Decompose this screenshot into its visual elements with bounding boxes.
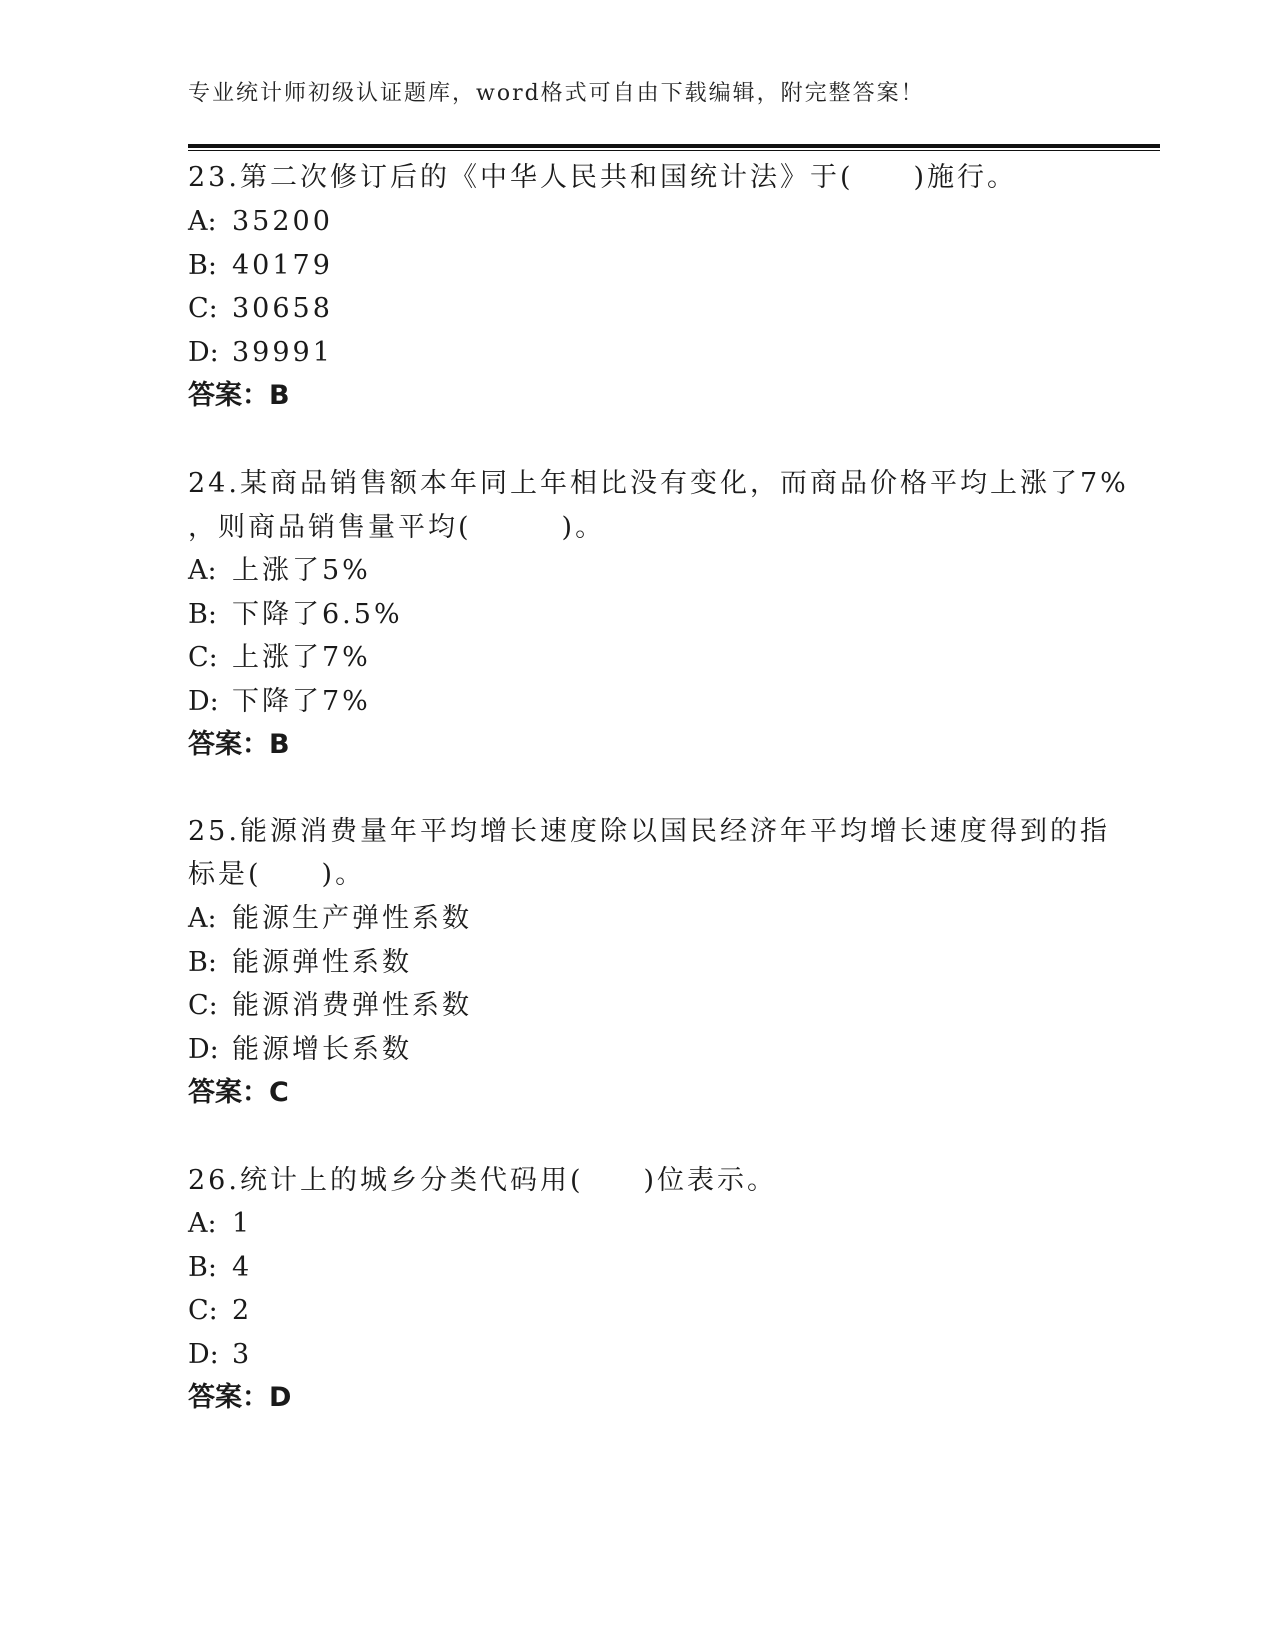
option-text: 能源弹性系数 [232, 947, 412, 978]
option-text: 3 [232, 1339, 253, 1370]
option-a [188, 903, 472, 935]
option-text: 39991 [232, 337, 333, 368]
option-text: 下降了7% [232, 686, 371, 717]
option-label: C: [188, 642, 218, 673]
option-text: 能源增长系数 [232, 1034, 412, 1065]
option-label: A: [188, 903, 217, 934]
option-a [188, 555, 371, 587]
option-c [188, 293, 333, 325]
option-label: A: [188, 206, 217, 237]
option-d [188, 337, 333, 369]
option-a [188, 206, 333, 238]
option-d [188, 1339, 252, 1371]
answer-line: 答案：B [188, 380, 290, 411]
option-label: A: [188, 1208, 217, 1239]
option-d [188, 1034, 412, 1066]
option-label: C: [188, 990, 218, 1021]
option-text: 35200 [232, 206, 333, 237]
option-label: C: [188, 1295, 218, 1326]
option-label: C: [188, 293, 218, 324]
page-header: 专业统计师初级认证题库，word格式可自由下载编辑，附完整答案！ [188, 81, 925, 106]
header-rule-thick [188, 144, 1160, 148]
option-text: 上涨了7% [232, 642, 371, 673]
question-stem-cont: ，则商品销售量平均( )。 [188, 512, 606, 543]
option-text: 能源消费弹性系数 [232, 990, 472, 1021]
option-text: 上涨了5% [232, 555, 371, 586]
option-c [188, 642, 371, 674]
option-label: D: [188, 1034, 219, 1065]
option-text: 4 [232, 1252, 253, 1283]
option-b [188, 1252, 252, 1284]
header-rule-thin [188, 150, 1160, 151]
option-text: 1 [232, 1208, 253, 1239]
option-label: D: [188, 337, 219, 368]
question-stem: 24.某商品销售额本年同上年相比没有变化，而商品价格平均上涨了7% [188, 468, 1129, 499]
option-label: D: [188, 1339, 219, 1370]
option-label: B: [188, 1252, 217, 1283]
option-text: 30658 [232, 293, 333, 324]
option-b [188, 947, 412, 979]
option-b [188, 599, 403, 631]
option-a [188, 1208, 252, 1240]
question-stem: 26.统计上的城乡分类代码用( )位表示。 [188, 1165, 778, 1196]
option-c [188, 990, 472, 1022]
answer-line: 答案：D [188, 1382, 292, 1413]
option-text: 下降了6.5% [232, 599, 403, 630]
option-c [188, 1295, 252, 1327]
option-text: 2 [232, 1295, 253, 1326]
option-b [188, 250, 333, 282]
option-d [188, 686, 371, 718]
answer-line: 答案：B [188, 729, 290, 760]
option-text: 能源生产弹性系数 [232, 903, 472, 934]
question-stem-cont: 标是( )。 [188, 859, 366, 890]
option-label: B: [188, 250, 217, 281]
option-text: 40179 [232, 250, 333, 281]
question-stem: 23.第二次修订后的《中华人民共和国统计法》于( )施行。 [188, 162, 1018, 193]
option-label: D: [188, 686, 219, 717]
answer-line: 答案：C [188, 1077, 289, 1108]
option-label: B: [188, 599, 217, 630]
option-label: B: [188, 947, 217, 978]
option-label: A: [188, 555, 217, 586]
question-stem: 25.能源消费量年平均增长速度除以国民经济年平均增长速度得到的指 [188, 816, 1110, 847]
